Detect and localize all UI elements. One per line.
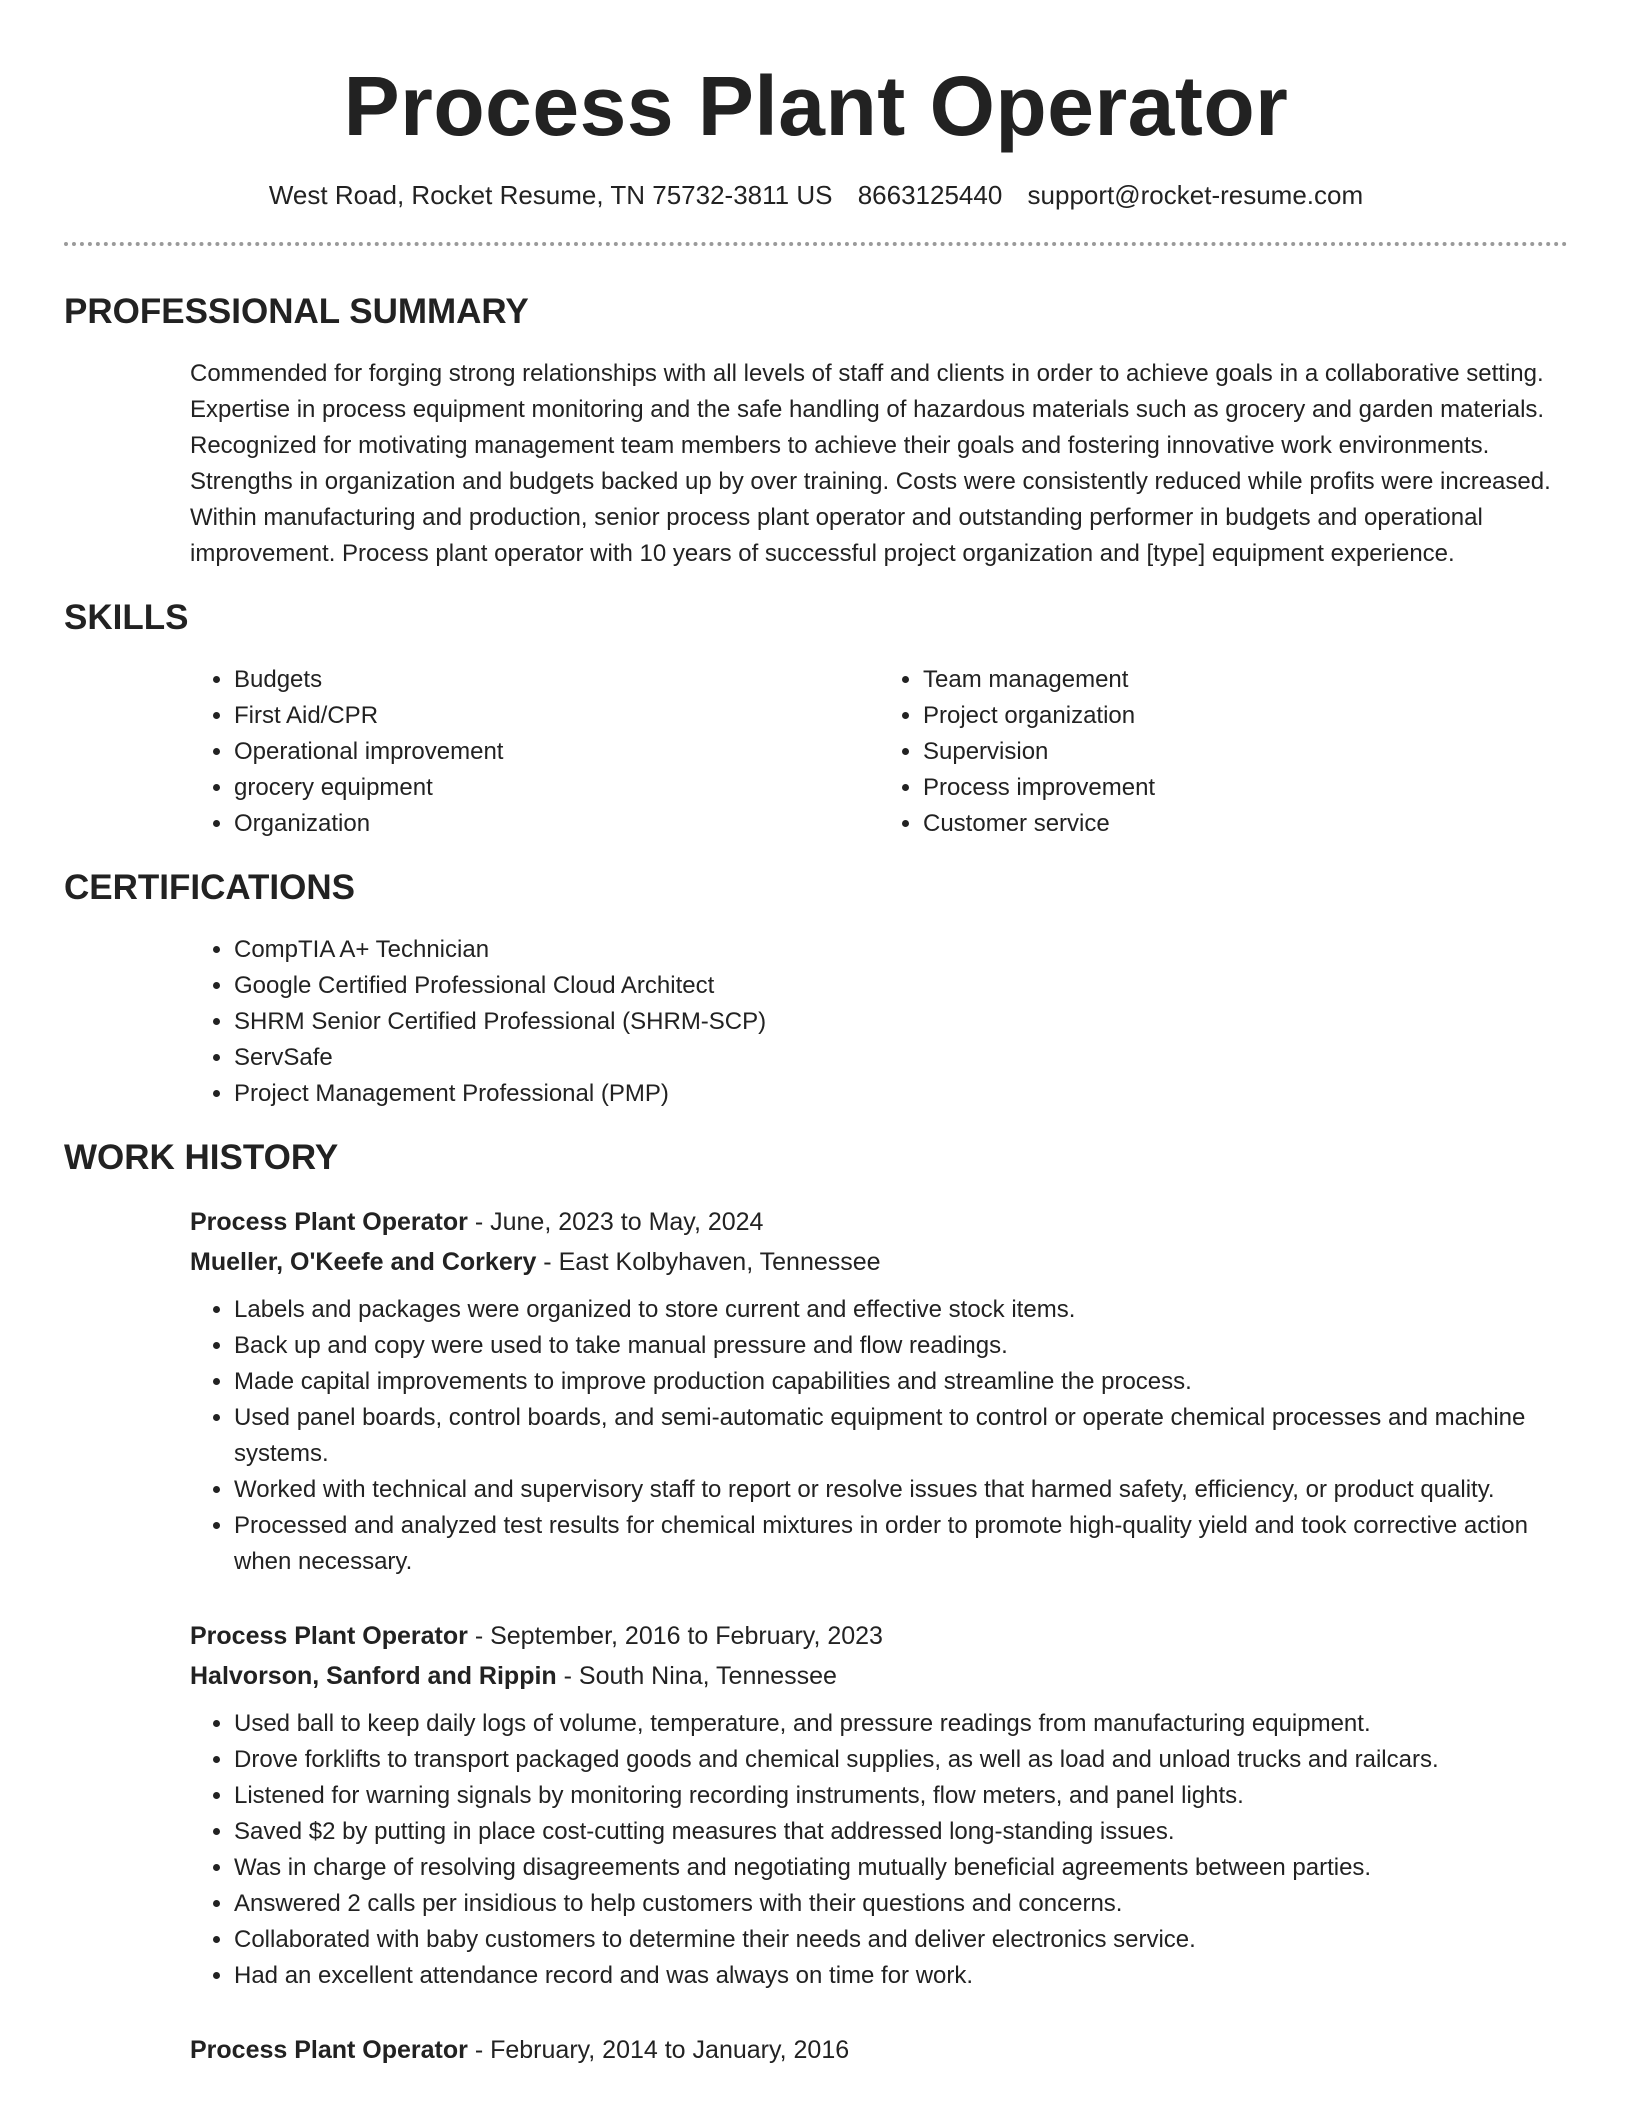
skill-item: • Team management	[923, 662, 1568, 698]
skills-list-right	[879, 662, 1568, 842]
contact-email: support@rocket-resume.com	[1027, 180, 1364, 210]
skill-item: • Supervision	[923, 734, 1568, 770]
job-location: - South Nina, Tennessee	[556, 1662, 837, 1690]
certifications-body	[190, 932, 1568, 1112]
skill-item: • Operational improvement	[234, 734, 879, 770]
job-duty: • Labels and packages were organized to store current and effective stock items.	[234, 1292, 1568, 1328]
certification-item: • CompTIA A+ Technician	[234, 932, 1568, 968]
job-location: - East Kolbyhaven, Tennessee	[536, 1248, 881, 1276]
header-divider	[64, 242, 1568, 246]
job-company-line	[190, 1242, 1568, 1282]
work-history-section	[64, 1136, 1568, 2070]
job-duty: • Made capital improvements to improve production capabilities and streamline the process.	[234, 1364, 1568, 1400]
section-title-work-history: WORK HISTORY	[64, 1138, 339, 1177]
certifications-section	[64, 866, 1568, 1112]
skill-item: • Project organization	[923, 698, 1568, 734]
job-entry	[190, 2030, 1568, 2070]
job-duties-list	[190, 1292, 1568, 1580]
job-company-line	[190, 1656, 1568, 1696]
skill-item: • Organization	[234, 806, 879, 842]
skill-item: • Budgets	[234, 662, 879, 698]
job-title: Process Plant Operator	[190, 2036, 468, 2064]
job-title: Process Plant Operator	[190, 1208, 468, 1236]
summary-text: Commended for forging strong relationships with all levels of staff and clients in order to achieve goals in a collaborative setting. Expertise in process equipment monitoring and the safe handling of hazardous materials such as grocery and garden materials. Recognized for motivating management team members to achieve their goals and fostering innovative work environments. Strengths in organization and budgets backed up by over training. Costs were consistently reduced while profits were increased. Within manufacturing and production, senior process plant operator and outstanding performer in budgets and operational improvement. Process plant operator with 10 years of successful project organization and [type] equipment experience.	[190, 360, 1551, 567]
contact-line	[64, 178, 1568, 212]
job-title: Process Plant Operator	[190, 1622, 468, 1650]
certification-item: • Project Management Professional (PMP)	[234, 1076, 1568, 1112]
job-duty: • Answered 2 calls per insidious to help customers with their questions and concerns.	[234, 1886, 1568, 1922]
job-entry	[190, 1616, 1568, 1994]
job-duty: • Had an excellent attendance record and was always on time for work.	[234, 1958, 1568, 1994]
contact-phone: 8663125440	[857, 180, 1003, 210]
job-duty: • Listened for warning signals by monitoring recording instruments, flow meters, and panel lights.	[234, 1778, 1568, 1814]
job-duty: • Saved $2 by putting in place cost-cutting measures that addressed long-standing issues.	[234, 1814, 1568, 1850]
skills-list-left	[190, 662, 879, 842]
skill-item: • grocery equipment	[234, 770, 879, 806]
job-duty: • Worked with technical and supervisory staff to report or resolve issues that harmed safety, efficiency, or product quality.	[234, 1472, 1568, 1508]
job-duties-list	[190, 1706, 1568, 1994]
job-dates: - February, 2014 to January, 2016	[467, 2036, 850, 2064]
job-duty: • Back up and copy were used to take manual pressure and flow readings.	[234, 1328, 1568, 1364]
section-title-skills: SKILLS	[64, 598, 189, 637]
job-duty: • Used panel boards, control boards, and semi-automatic equipment to control or operate chemical processes and machine systems.	[234, 1400, 1568, 1472]
job-duty: • Drove forklifts to transport packaged goods and chemical supplies, as well as load and unload trucks and railcars.	[234, 1742, 1568, 1778]
summary-section	[64, 290, 1568, 572]
job-dates: - June, 2023 to May, 2024	[467, 1208, 764, 1236]
skill-item: • First Aid/CPR	[234, 698, 879, 734]
job-duty: • Collaborated with baby customers to determine their needs and deliver electronics service.	[234, 1922, 1568, 1958]
certification-item: • SHRM Senior Certified Professional (SHRM-SCP)	[234, 1004, 1568, 1040]
job-title-line	[190, 2030, 1568, 2070]
job-entry	[190, 1202, 1568, 1580]
certification-item: • ServSafe	[234, 1040, 1568, 1076]
skills-grid	[190, 640, 1568, 842]
certifications-list	[190, 932, 1568, 1112]
skills-section	[64, 596, 1568, 842]
section-title-summary: PROFESSIONAL SUMMARY	[64, 292, 529, 331]
section-title-certifications: CERTIFICATIONS	[64, 868, 356, 907]
job-title-line	[190, 1616, 1568, 1656]
job-duty: • Processed and analyzed test results for chemical mixtures in order to promote high-quality yield and took corrective action when necessary.	[234, 1508, 1568, 1580]
skill-item: • Customer service	[923, 806, 1568, 842]
job-duty: • Was in charge of resolving disagreements and negotiating mutually beneficial agreements between parties.	[234, 1850, 1568, 1886]
job-company: Mueller, O'Keefe and Corkery	[190, 1248, 537, 1276]
job-duty: • Used ball to keep daily logs of volume, temperature, and pressure readings from manufacturing equipment.	[234, 1706, 1568, 1742]
job-company: Halvorson, Sanford and Rippin	[190, 1662, 557, 1690]
resume-name: Process Plant Operator	[343, 59, 1289, 153]
skill-item: • Process improvement	[923, 770, 1568, 806]
job-title-line	[190, 1202, 1568, 1242]
contact-address: West Road, Rocket Resume, TN 75732-3811 US	[268, 180, 833, 210]
job-dates: - September, 2016 to February, 2023	[467, 1622, 883, 1650]
certification-item: • Google Certified Professional Cloud Architect	[234, 968, 1568, 1004]
